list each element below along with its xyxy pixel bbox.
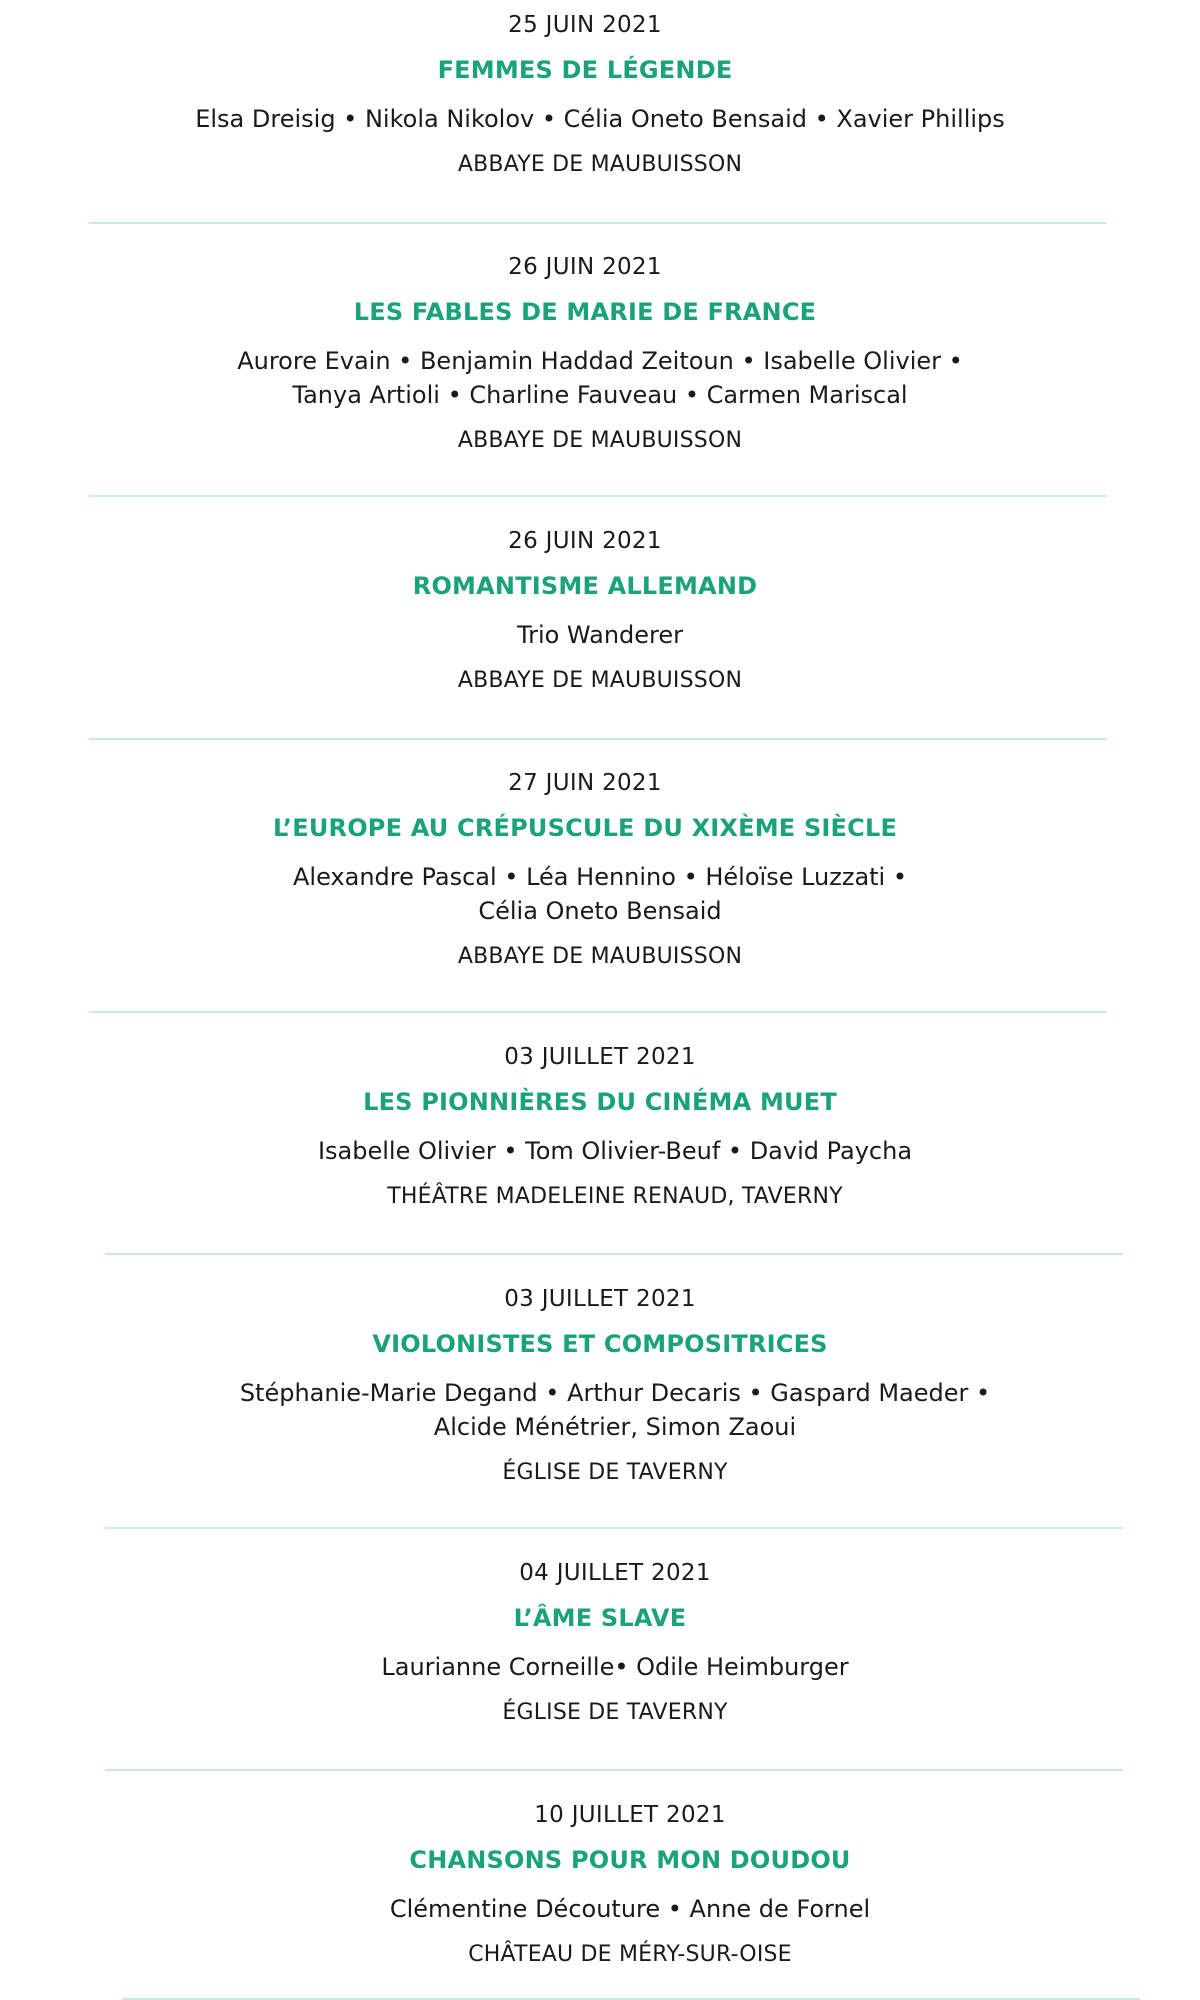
event-date: 10 JUILLET 2021 [534, 1802, 726, 1828]
event-divider [89, 1011, 1107, 1013]
performers-line: Trio Wanderer [516, 621, 684, 649]
event-date: 04 JUILLET 2021 [519, 1560, 711, 1586]
event-card [105, 1284, 1125, 1488]
performers-line: Aurore Evain • Benjamin Haddad Zeitoun • Isabelle Olivier • [237, 347, 963, 375]
event-venue: ÉGLISE DE TAVERNY [502, 1700, 728, 1725]
event-performers [90, 102, 1110, 136]
event-divider [89, 738, 1107, 740]
event-venue: ABBAYE DE MAUBUISSON [457, 944, 743, 969]
event-performers [105, 1650, 1125, 1684]
event-card [105, 1558, 1125, 1728]
event-title: LES PIONNIÈRES DU CINÉMA MUET [363, 1088, 837, 1116]
event-venue: ÉGLISE DE TAVERNY [502, 1460, 728, 1485]
performers-line: Clémentine Découture • Anne de Fornel [389, 1895, 871, 1923]
event-venue: ABBAYE DE MAUBUISSON [457, 152, 743, 177]
performers-line: Laurianne Corneille• Odile Heimburger [381, 1653, 849, 1681]
event-title: CHANSONS POUR MON DOUDOU [409, 1846, 851, 1874]
event-card [90, 252, 1110, 456]
event-divider [105, 1253, 1123, 1255]
event-title: VIOLONISTES ET COMPOSITRICES [372, 1330, 828, 1358]
event-card [120, 1800, 1140, 1970]
performers-line: Alcide Ménétrier, Simon Zaoui [433, 1413, 797, 1441]
event-card [105, 1042, 1125, 1212]
event-card [90, 10, 1110, 180]
performers-line: Stéphanie-Marie Degand • Arthur Decaris • Gaspard Maeder • [239, 1379, 991, 1407]
event-card [90, 526, 1110, 696]
event-date: 26 JUIN 2021 [508, 528, 662, 554]
event-title: L’ÂME SLAVE [513, 1604, 687, 1632]
event-title: FEMMES DE LÉGENDE [437, 56, 733, 84]
performers-line: Isabelle Olivier • Tom Olivier-Beuf • David Paycha [317, 1137, 913, 1165]
event-date: 03 JUILLET 2021 [504, 1286, 696, 1312]
event-venue: THÉÂTRE MADELEINE RENAUD, TAVERNY [387, 1184, 843, 1209]
event-performers [90, 344, 1110, 412]
performers-line: Célia Oneto Bensaid [478, 897, 722, 925]
event-performers [105, 1134, 1125, 1168]
event-performers [105, 1376, 1125, 1444]
event-card [90, 768, 1110, 972]
event-title: ROMANTISME ALLEMAND [412, 572, 758, 600]
event-venue: ABBAYE DE MAUBUISSON [457, 668, 743, 693]
event-title: L’EUROPE AU CRÉPUSCULE DU XIXÈME SIÈCLE [272, 814, 898, 842]
event-venue: CHÂTEAU DE MÉRY-SUR-OISE [468, 1942, 792, 1967]
event-venue: ABBAYE DE MAUBUISSON [457, 428, 743, 453]
event-performers [90, 618, 1110, 652]
event-divider [89, 495, 1107, 497]
event-date: 26 JUIN 2021 [508, 254, 662, 280]
event-performers [90, 860, 1110, 928]
event-date: 27 JUIN 2021 [508, 770, 662, 796]
event-date: 03 JUILLET 2021 [504, 1044, 696, 1070]
event-divider [105, 1769, 1123, 1771]
performers-line: Tanya Artioli • Charline Fauveau • Carmen Mariscal [292, 381, 908, 409]
event-divider [105, 1527, 1123, 1529]
event-divider [89, 222, 1107, 224]
event-performers [120, 1892, 1140, 1926]
performers-line: Alexandre Pascal • Léa Hennino • Héloïse Luzzati • [292, 863, 908, 891]
event-date: 25 JUIN 2021 [508, 12, 662, 38]
event-title: LES FABLES DE MARIE DE FRANCE [353, 298, 817, 326]
performers-line: Elsa Dreisig • Nikola Nikolov • Célia Oneto Bensaid • Xavier Phillips [195, 105, 1005, 133]
